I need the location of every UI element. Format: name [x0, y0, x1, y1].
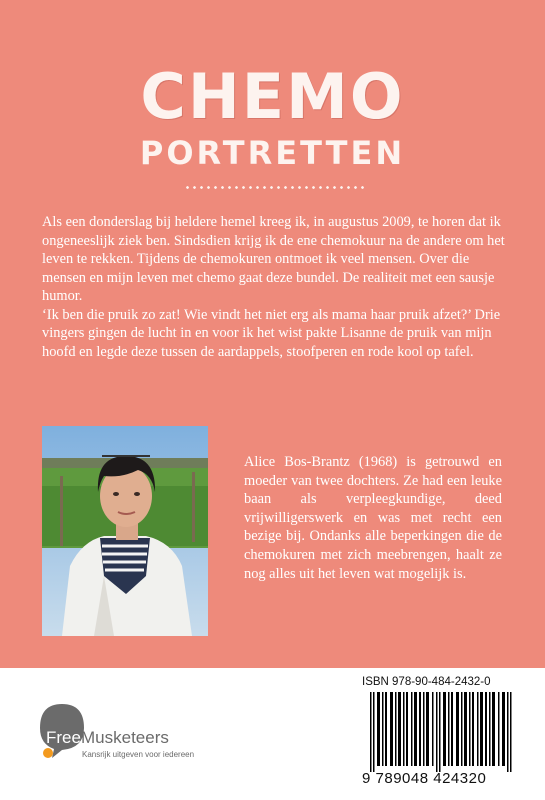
- author-photo: [42, 426, 208, 636]
- book-subtitle: PORTRETTEN: [139, 134, 406, 172]
- dotted-divider: [184, 186, 364, 189]
- logo-free-text: Free: [46, 728, 81, 747]
- publisher-logo: [40, 700, 210, 770]
- logo-tagline: Kansrijk uitgeven voor iedereen: [82, 750, 195, 759]
- logo-musketeers-text: Musketeers: [81, 728, 169, 747]
- blurb-text: [42, 213, 512, 361]
- isbn-label: ISBN 978-90-484-2432-0: [362, 676, 491, 688]
- blurb-paragraph-1: Als een donderslag bij heldere hemel kreeg ik, in augustus 2009, te horen dat ik ongeneeslijk ziek ben. Sindsdien krijg ik de ene chemokuur na de andere om het leven te rekken. Tijdens de chemokuren ontmoet ik veel mensen. Over die mensen en mijn leven met chemo gaat deze bundel. De realiteit met een sausje humor.: [42, 214, 505, 304]
- barcode-digits: 9 789048 424320: [362, 770, 487, 787]
- book-title: CHEMO: [140, 60, 405, 133]
- blurb-paragraph-2: ‘Ik ben die pruik zo zat! Wie vindt het niet erg als mama haar pruik afzet?’ Drie vingers gingen de lucht in en voor ik het wist pakte Lisanne de pruik van mijn hoofd en legde deze tussen de aardappels, stoofperen en rode kool op tafel.: [42, 306, 501, 360]
- barcode-icon: [370, 692, 512, 772]
- author-bio: Alice Bos-Brantz (1968) is getrouwd en moeder van twee dochters. Ze had een leuke baan als verpleegkundige, deed vrijwilligerswerk en was met recht een bezige bij. Ondanks alle beperkingen die de chemokuren met zich meebrengen, haalt ze nog alles uit het leven wat mogelijk is.: [244, 454, 502, 582]
- barcode-block: [362, 676, 512, 788]
- author-portrait: [42, 426, 208, 636]
